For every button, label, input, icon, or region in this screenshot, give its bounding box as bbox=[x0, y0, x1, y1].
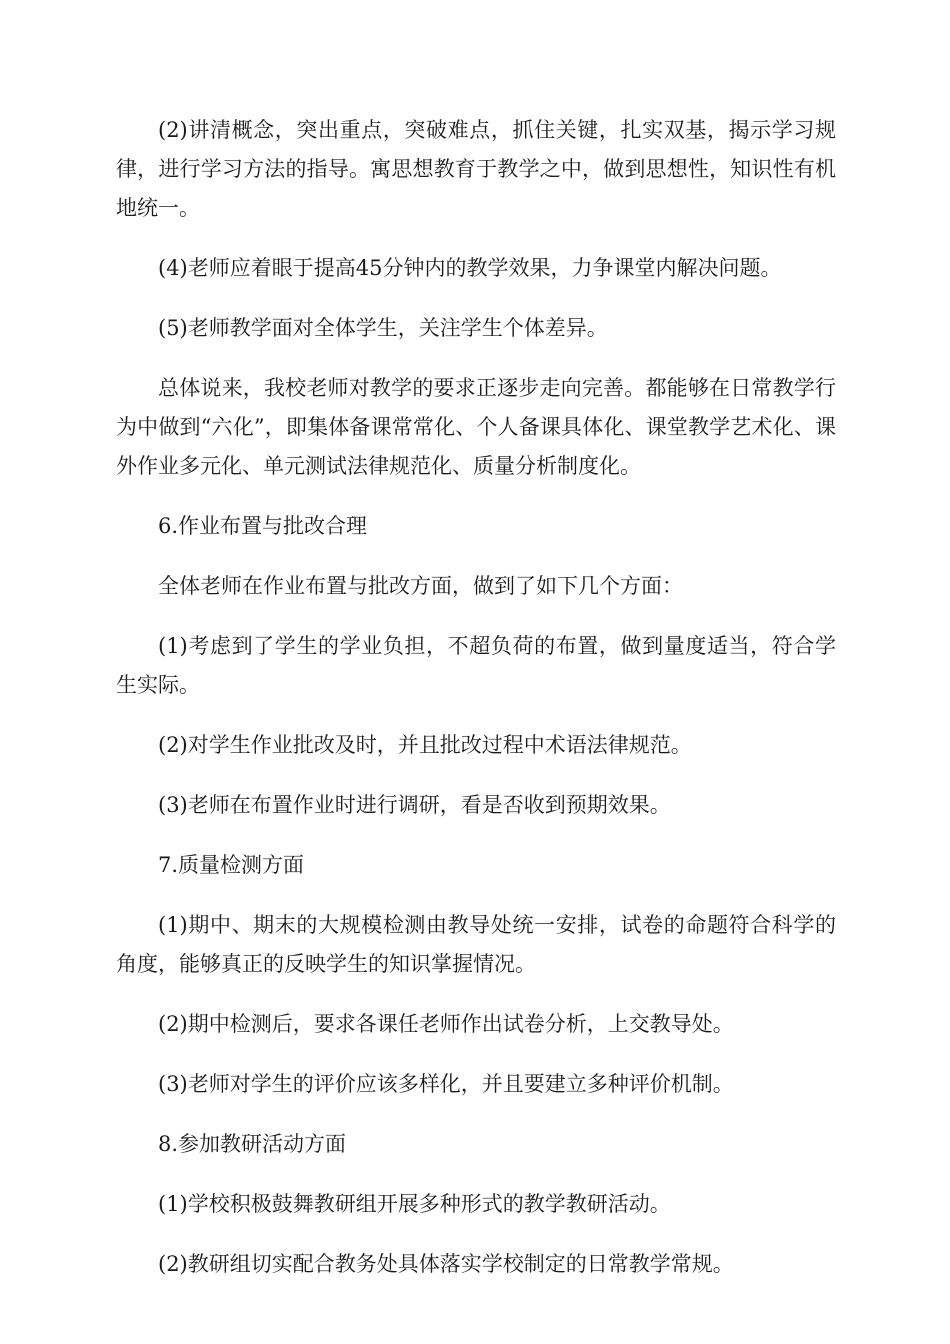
paragraph-homework-point-3: (3)老师在布置作业时进行调研，看是否收到预期效果。 bbox=[158, 793, 671, 817]
paragraph-research-point-1: (1)学校积极鼓舞教研组开展多种形式的教学教研活动。 bbox=[158, 1192, 671, 1216]
paragraph-summary: 总体说来，我校老师对教学的要求正逐步走向完善。都能够在日常教学行为中做到“六化”，即集体备课常常化、个人备课具体化、课堂教学艺术化、课外作业多元化、单元测试法律规范化、质量分析制度化。 bbox=[116, 376, 836, 478]
paragraph-teaching-point-5: (5)老师教学面对全体学生，关注学生个体差异。 bbox=[158, 316, 608, 340]
section-heading-7: 7.质量检测方面 bbox=[158, 853, 305, 877]
paragraph-quality-point-1: (1)期中、期末的大规模检测由教导处统一安排，试卷的命题符合科学的角度，能够真正的反映学生的知识掌握情况。 bbox=[116, 913, 836, 976]
document-body bbox=[116, 111, 836, 1284]
paragraph-quality-point-2: (2)期中检测后，要求各课任老师作出试卷分析，上交教导处。 bbox=[158, 1012, 734, 1036]
paragraph-homework-intro: 全体老师在作业布置与批改方面，做到了如下几个方面： bbox=[158, 574, 683, 598]
paragraph-homework-point-1: (1)考虑到了学生的学业负担，不超负荷的布置，做到量度适当，符合学生实际。 bbox=[116, 634, 836, 697]
paragraph-homework-point-2: (2)对学生作业批改及时，并且批改过程中术语法律规范。 bbox=[158, 733, 692, 757]
section-heading-6: 6.作业布置与批改合理 bbox=[158, 514, 368, 538]
paragraph-quality-point-3: (3)老师对学生的评价应该多样化，并且要建立多种评价机制。 bbox=[158, 1072, 734, 1096]
paragraph-teaching-point-4: (4)老师应着眼于提高45分钟内的教学效果，力争课堂内解决问题。 bbox=[158, 256, 782, 280]
paragraph-research-point-2: (2)教研组切实配合教务处具体落实学校制定的日常教学常规。 bbox=[158, 1252, 734, 1276]
paragraph-teaching-point-2: (2)讲清概念，突出重点，突破难点，抓住关键，扎实双基，揭示学习规律，进行学习方法的指导。寓思想教育于教学之中，做到思想性，知识性有机地统一。 bbox=[116, 118, 836, 220]
section-heading-8: 8.参加教研活动方面 bbox=[158, 1132, 347, 1156]
